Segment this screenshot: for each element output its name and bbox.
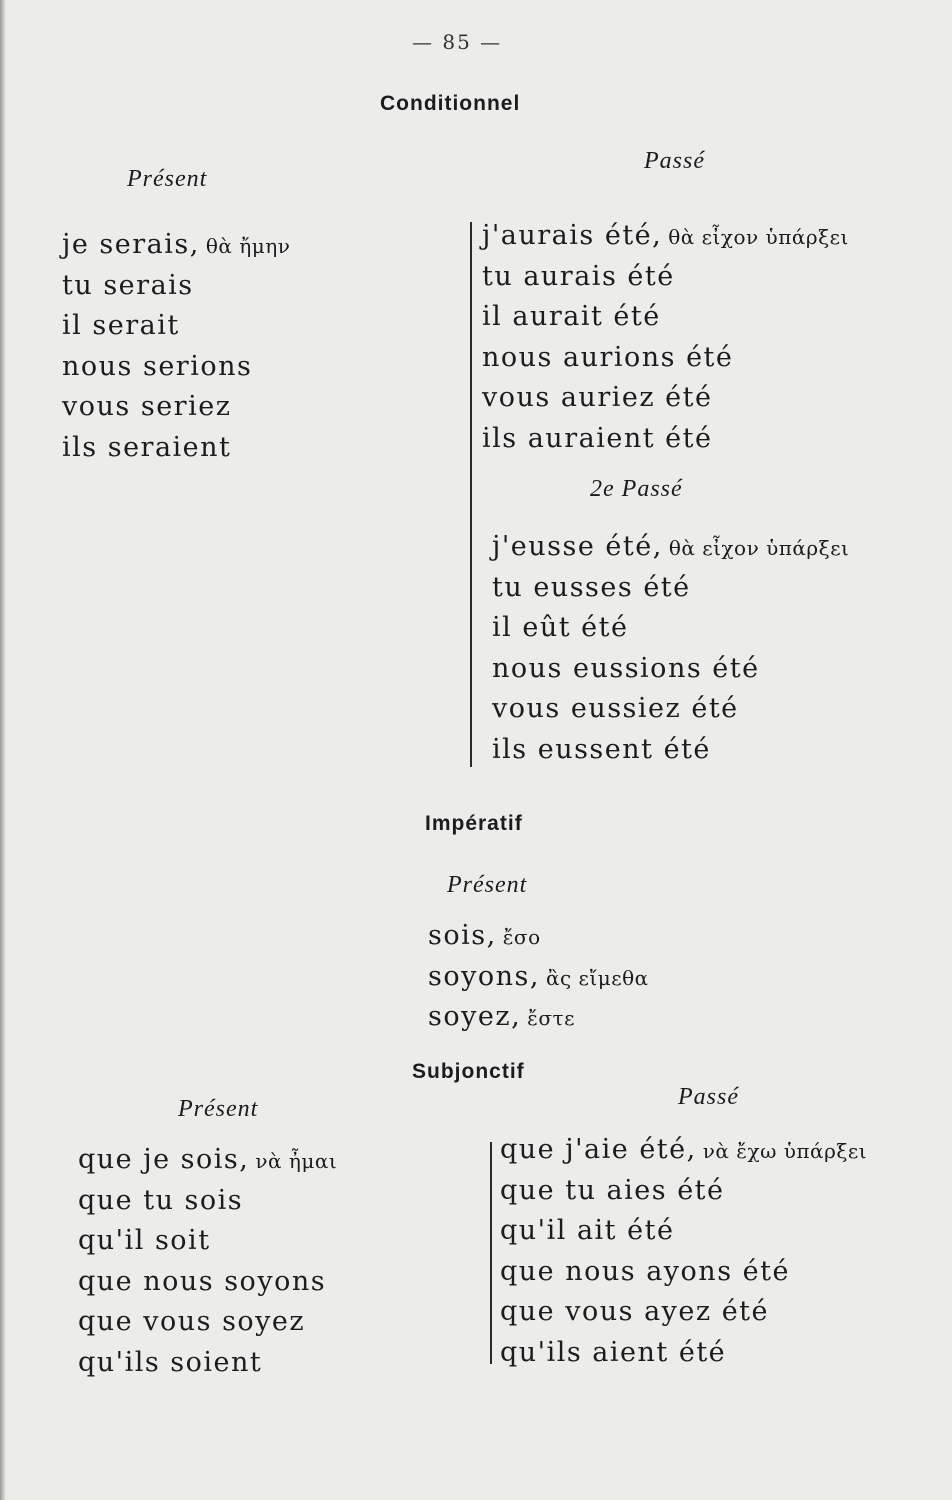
tense-title-subjonctif-passe: Passé: [678, 1084, 739, 1110]
french-form: qu'ils aient été: [500, 1336, 727, 1368]
french-form: que je sois,: [78, 1144, 250, 1175]
conjugation-line: [78, 1221, 337, 1262]
french-form: nous aurions été: [482, 341, 734, 373]
section-heading-conditionnel: Conditionnel: [380, 92, 521, 115]
conjugation-line: [492, 527, 849, 568]
french-form: tu eusses été: [492, 571, 691, 603]
tense-title-imperatif-present: Présent: [447, 872, 528, 898]
conjugation-line: [492, 649, 849, 690]
conjugation-line: [500, 1292, 867, 1333]
conjugation-line: [482, 378, 849, 419]
french-form: que tu aies été: [500, 1174, 725, 1206]
page-number: — 85 —: [412, 30, 503, 54]
column-rule-conditionnel: [470, 222, 472, 767]
french-form: tu aurais été: [482, 260, 675, 292]
conjugation-line: [78, 1181, 337, 1222]
french-form: que tu sois: [78, 1184, 244, 1216]
conjugation-line: [62, 387, 290, 428]
conjugation-line: [428, 916, 649, 957]
page-binding-shadow: [0, 0, 6, 1500]
conjugation-list-conditionnel-present: [62, 225, 290, 468]
greek-translation: ἔστε: [527, 1006, 575, 1030]
conjugation-line: [500, 1333, 867, 1374]
section-heading-subjonctif: Subjonctif: [412, 1060, 525, 1083]
french-form: j'eusse été,: [492, 531, 663, 562]
french-form: qu'ils soient: [78, 1346, 263, 1378]
conjugation-line: [78, 1343, 337, 1384]
conjugation-line: [492, 689, 849, 730]
conjugation-line: [500, 1211, 867, 1252]
conjugation-list-imperatif-present: [428, 916, 649, 1038]
conjugation-list-conditionnel-passe: [482, 216, 849, 459]
conjugation-line: [62, 266, 290, 307]
french-form: ils seraient: [62, 431, 232, 463]
conjugation-line: [78, 1262, 337, 1303]
column-rule-subjonctif: [490, 1142, 492, 1364]
conjugation-line: [428, 957, 649, 998]
french-form: ils auraient été: [482, 422, 713, 454]
conjugation-line: [500, 1171, 867, 1212]
greek-translation: ἂς εἴμεθα: [545, 965, 649, 990]
french-form: nous eussions été: [492, 652, 760, 684]
french-form: sois,: [428, 920, 497, 951]
french-form: vous auriez été: [482, 382, 713, 413]
conjugation-list-conditionnel-2e-passe: [492, 527, 849, 770]
conjugation-line: [492, 568, 849, 609]
greek-translation: νὰ ἦμαι: [255, 1149, 338, 1173]
conjugation-line: [482, 419, 849, 460]
greek-translation: θὰ εἶχον ὑπάρξει: [668, 225, 849, 249]
conjugation-line: [78, 1140, 337, 1181]
french-form: que nous ayons été: [500, 1255, 790, 1287]
greek-translation: νὰ ἔχω ὑπάρξει: [702, 1139, 868, 1163]
french-form: que j'aie été,: [500, 1134, 697, 1165]
french-form: que vous soyez: [78, 1306, 306, 1337]
conjugation-list-subjonctif-passe: [500, 1130, 867, 1373]
greek-translation: ἔσο: [502, 925, 541, 949]
french-form: il aurait été: [482, 301, 661, 332]
conjugation-list-subjonctif-present: [78, 1140, 337, 1383]
conjugation-line: [492, 608, 849, 649]
french-form: que vous ayez été: [500, 1296, 770, 1327]
french-form: il serait: [62, 310, 180, 341]
french-form: soyons,: [428, 960, 540, 992]
conjugation-line: [482, 216, 849, 257]
tense-title-subjonctif-present: Présent: [178, 1096, 259, 1122]
conjugation-line: [62, 428, 290, 469]
french-form: vous eussiez été: [492, 693, 739, 724]
conjugation-line: [500, 1252, 867, 1293]
conjugation-line: [62, 306, 290, 347]
greek-translation: θὰ ἤμην: [205, 234, 291, 258]
french-form: tu serais: [62, 269, 194, 301]
french-form: soyez,: [428, 1001, 522, 1032]
tense-title-conditionnel-2e-passe: 2e Passé: [590, 476, 683, 502]
french-form: qu'il soit: [78, 1225, 211, 1256]
greek-translation: θὰ εἶχον ὑπάρξει: [668, 536, 850, 560]
conjugation-line: [62, 225, 290, 266]
french-form: j'aurais été,: [482, 220, 663, 251]
french-form: qu'il ait été: [500, 1215, 675, 1246]
conjugation-line: [500, 1130, 867, 1171]
french-form: que nous soyons: [78, 1265, 327, 1297]
conjugation-line: [78, 1302, 337, 1343]
conjugation-line: [482, 257, 849, 298]
french-form: je serais,: [62, 229, 200, 260]
french-form: il eût été: [492, 612, 629, 643]
conjugation-line: [62, 347, 290, 388]
french-form: ils eussent été: [492, 733, 711, 765]
french-form: vous seriez: [62, 391, 232, 422]
tense-title-conditionnel-present: Présent: [127, 166, 208, 192]
conjugation-line: [482, 338, 849, 379]
section-heading-imperatif: Impératif: [425, 812, 523, 835]
tense-title-conditionnel-passe: Passé: [644, 148, 705, 174]
conjugation-line: [428, 997, 649, 1038]
conjugation-line: [492, 730, 849, 771]
french-form: nous serions: [62, 350, 253, 382]
conjugation-line: [482, 297, 849, 338]
